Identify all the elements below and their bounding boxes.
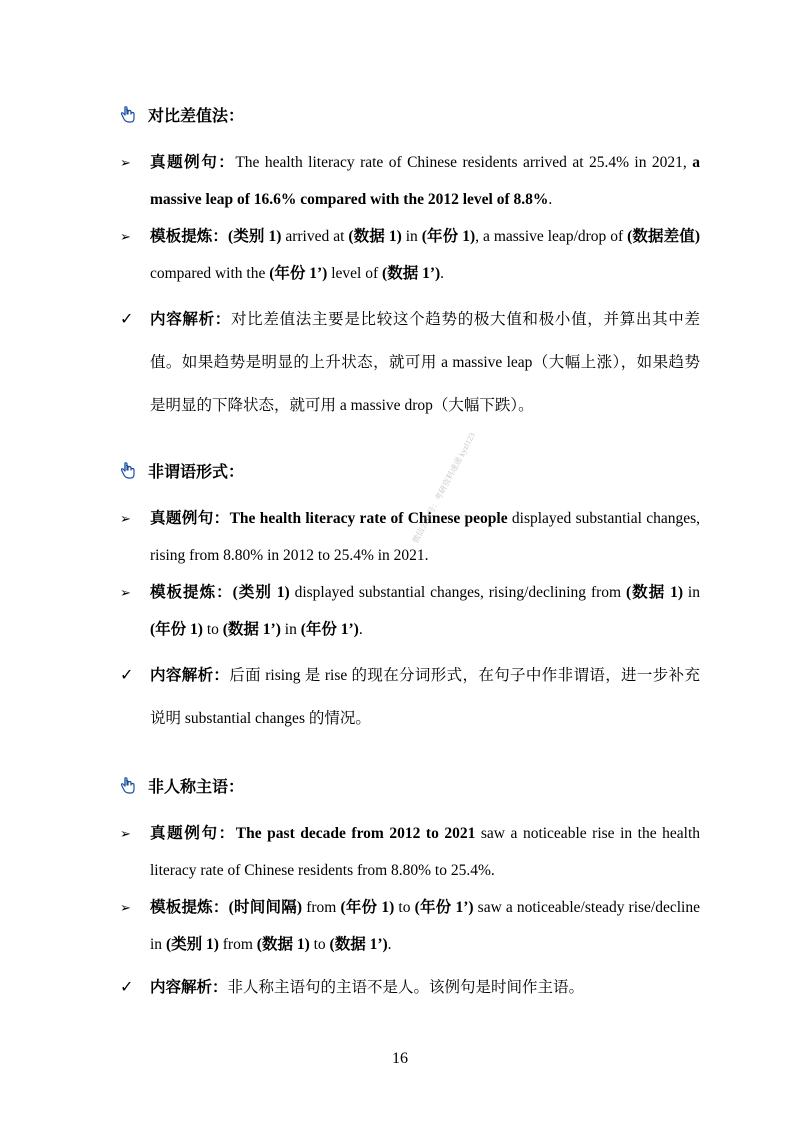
tpl-slot: (数据 1) <box>256 936 310 953</box>
tpl-text: . <box>387 936 392 953</box>
tpl-slot: (类别 1) <box>232 584 290 601</box>
analysis-item <box>120 969 700 1006</box>
label-example: 真题例句： <box>150 825 236 842</box>
tpl-slot: (年份 1’) <box>269 265 328 282</box>
tpl-text: from <box>218 936 257 953</box>
tpl-text: level of <box>327 265 383 282</box>
tpl-slot: (年份 1) <box>150 621 203 638</box>
tpl-slot: (年份 1’) <box>300 621 359 638</box>
pointing-hand-icon <box>120 106 136 124</box>
tpl-text: from <box>302 899 341 916</box>
watermark-text: 微信公众号：考研资料速递 kyzl123 <box>410 431 477 545</box>
tpl-text: displayed substantial changes, rising/declining from <box>289 584 626 601</box>
arrow-bullet-icon: ➢ <box>120 511 131 526</box>
example-emphasis: The past decade from 2012 to 2021 <box>235 825 476 842</box>
section-contrast-difference <box>120 104 700 427</box>
section-impersonal-subject <box>120 775 700 1006</box>
tpl-text: , a massive leap/drop of <box>475 228 628 245</box>
check-bullet-icon: ✓ <box>120 667 134 684</box>
tpl-text: compared with the <box>150 265 270 282</box>
template-item <box>120 218 700 292</box>
example-emphasis: a massive leap of 16.6% compared with the 2012 level of 8.8% <box>150 154 700 208</box>
tpl-text: . <box>358 621 363 638</box>
label-example: 真题例句： <box>150 154 236 171</box>
heading-text: 非人称主语： <box>148 779 245 796</box>
analysis-text: 非人称主语句的主语不是人。该例句是时间作主语。 <box>227 979 585 996</box>
analysis-text: 后面 rising 是 rise 的现在分词形式，在句子中作非谓语，进一步补充说明 substantial changes 的情况。 <box>150 667 700 727</box>
arrow-bullet-icon: ➢ <box>120 229 131 244</box>
heading-text: 对比差值法： <box>148 108 245 125</box>
analysis-item <box>120 654 700 740</box>
example-text: displayed substantial changes, rising from 8.80% in 2012 to 25.4% in 2021. <box>150 510 700 564</box>
section-heading <box>120 460 700 486</box>
tpl-slot: (数据 1’) <box>222 621 281 638</box>
example-item <box>120 815 700 889</box>
tpl-text: . <box>440 265 445 282</box>
tpl-slot: (数据 1’) <box>382 265 441 282</box>
label-analysis: 内容解析： <box>150 979 228 996</box>
example-item <box>120 144 700 218</box>
tpl-text: in <box>280 621 301 638</box>
check-bullet-icon: ✓ <box>120 311 134 328</box>
label-analysis: 内容解析： <box>150 667 230 684</box>
example-item <box>120 500 700 574</box>
tpl-slot: (数据 1) <box>348 228 402 245</box>
label-template: 模板提炼： <box>150 584 233 601</box>
pointing-hand-icon <box>120 777 136 795</box>
tpl-text: saw a noticeable/steady rise/decline in <box>150 899 700 953</box>
tpl-slot: (数据 1) <box>625 584 684 601</box>
section-heading <box>120 104 700 130</box>
example-end: . <box>548 191 553 208</box>
analysis-item <box>120 298 700 427</box>
tpl-text: to <box>202 621 223 638</box>
arrow-bullet-icon: ➢ <box>120 585 131 600</box>
tpl-text: to <box>309 936 330 953</box>
page-number: 16 <box>392 1050 408 1067</box>
tpl-slot: (时间间隔) <box>228 899 303 916</box>
check-bullet-icon: ✓ <box>120 979 134 996</box>
tpl-slot: (数据差值) <box>627 228 700 245</box>
template-item <box>120 889 700 963</box>
label-template: 模板提炼： <box>150 228 229 245</box>
tpl-text: to <box>394 899 415 916</box>
label-template: 模板提炼： <box>150 899 229 916</box>
tpl-text: arrived at <box>281 228 349 245</box>
arrow-bullet-icon: ➢ <box>120 155 131 170</box>
example-text: The health literacy rate of Chinese residents arrived at 25.4% in 2021, <box>235 154 693 171</box>
example-text: saw a noticeable rise in the health literacy rate of Chinese residents from 8.80% to 25.4%. <box>150 825 700 879</box>
analysis-text: 对比差值法主要是比较这个趋势的极大值和极小值，并算出其中差值。如果趋势是明显的上升状态，就可用 a massive leap（大幅上涨），如果趋势是明显的下降状态，就可用 a massive drop（大幅下跌）。 <box>150 311 700 414</box>
arrow-bullet-icon: ➢ <box>120 826 131 841</box>
label-analysis: 内容解析： <box>150 311 231 328</box>
example-emphasis: The health literacy rate of Chinese people <box>229 510 508 527</box>
label-example: 真题例句： <box>150 510 230 527</box>
pointing-hand-icon <box>120 462 136 480</box>
tpl-slot: (类别 1) <box>165 936 219 953</box>
tpl-slot: (数据 1’) <box>329 936 388 953</box>
template-item <box>120 574 700 648</box>
section-non-predicate <box>120 460 700 740</box>
heading-text: 非谓语形式： <box>148 464 245 481</box>
tpl-text: in <box>401 228 422 245</box>
tpl-slot: (年份 1) <box>340 899 395 916</box>
tpl-slot: (类别 1) <box>228 228 282 245</box>
section-heading <box>120 775 700 801</box>
tpl-text: in <box>683 584 700 601</box>
tpl-slot: (年份 1’) <box>414 899 474 916</box>
arrow-bullet-icon: ➢ <box>120 900 131 915</box>
tpl-slot: (年份 1) <box>421 228 476 245</box>
